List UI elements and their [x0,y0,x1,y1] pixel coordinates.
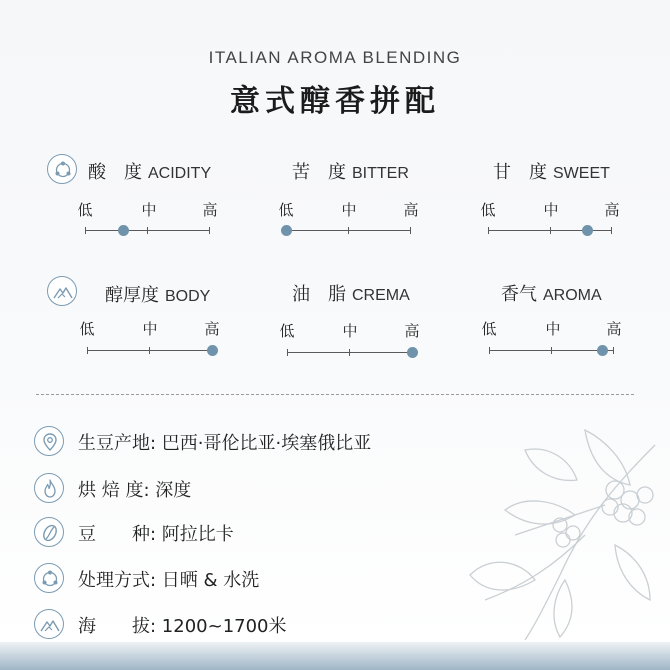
level-mid-label: 中 [142,320,158,338]
level-high-label: 高 [204,320,220,338]
level-low-label: 低 [480,201,496,219]
level-marker [281,225,292,236]
attr-name-zh: 苦 度 [292,162,346,183]
mountain-icon [47,276,77,306]
level-axis [286,230,411,231]
attr-name-en: SWEET [553,165,610,182]
bottom-band [0,642,670,670]
attr-name-en: ACIDITY [148,165,212,182]
level-marker [118,225,129,236]
info-value: 1200~1700米 [161,616,287,637]
level-axis [488,230,612,231]
attr-name-zh: 酸 度 [88,162,142,183]
attr-name-en: BODY [165,288,211,305]
info-value: 巴西·哥伦比亚·埃塞俄比亚 [161,433,372,454]
level-mid-label: 中 [341,201,357,219]
level-low-label: 低 [279,322,295,340]
molecule-icon [47,154,77,184]
level-low-label: 低 [79,320,95,338]
attr-name-zh: 醇厚度 [105,285,159,306]
attr-name-zh: 甘 度 [493,162,547,183]
level-low-label: 低 [77,201,93,219]
info-label: 海 拔 [78,616,150,637]
level-axis [489,350,614,351]
level-marker [407,347,418,358]
info-label: 豆 种 [78,524,150,545]
location-pin-icon [34,426,64,456]
level-axis [87,350,212,351]
level-axis [85,230,210,231]
level-mid-label: 中 [543,201,559,219]
level-mid-label: 中 [141,201,157,219]
info-value: 深度 [155,480,192,501]
info-label: 处理方式 [78,570,150,591]
mountain-icon [34,609,64,639]
level-high-label: 高 [202,201,218,219]
coffee-plant-illustration [465,425,665,640]
level-mid-label: 中 [545,320,561,338]
section-divider [36,394,634,395]
level-mid-label: 中 [342,322,358,340]
attr-name-en: BITTER [352,165,409,182]
info-label: 生豆产地 [78,433,150,454]
flame-icon [34,473,64,503]
level-marker [207,345,218,356]
level-low-label: 低 [481,320,497,338]
level-marker [597,345,608,356]
level-low-label: 低 [278,201,294,219]
level-high-label: 高 [404,322,420,340]
level-high-label: 高 [606,320,622,338]
level-axis [287,352,412,353]
attr-name-zh: 香气 [501,284,537,305]
attr-name-en: AROMA [543,287,602,304]
info-value: 阿拉比卡 [161,524,234,545]
subtitle: ITALIAN AROMA BLENDING [208,48,462,67]
level-high-label: 高 [403,201,419,219]
page-title: 意式醇香拼配 [230,84,440,119]
level-marker [582,225,593,236]
coffee-bean-icon [34,517,64,547]
level-high-label: 高 [604,201,620,219]
attr-name-zh: 油 脂 [292,284,346,305]
molecule-icon [34,563,64,593]
info-label: 烘 焙 度 [78,480,144,501]
attr-name-en: CREMA [352,287,410,304]
info-value: 日晒 & 水洗 [161,570,260,591]
